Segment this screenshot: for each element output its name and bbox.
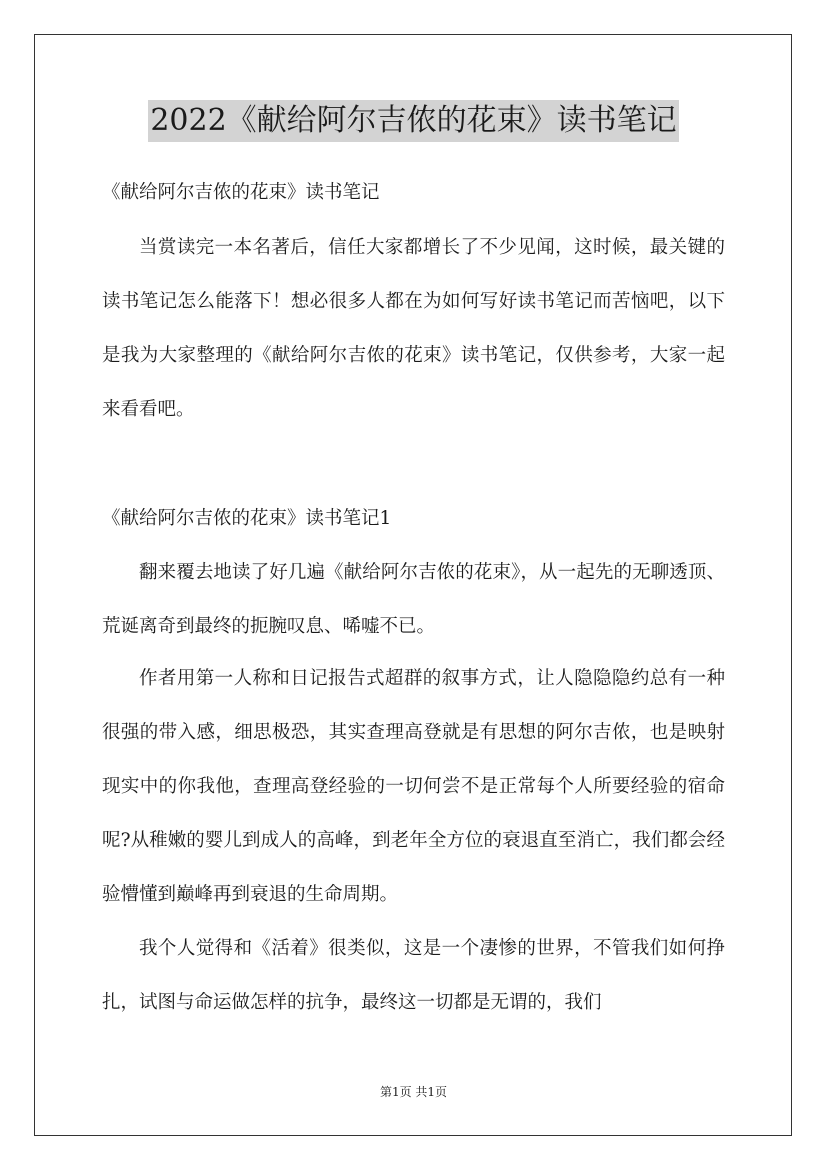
document-subtitle: 《献给阿尔吉侬的花束》读书笔记 [102,182,380,203]
title-container [0,100,827,142]
document-title: 2022《献给阿尔吉侬的花束》读书笔记 [148,100,678,142]
body-paragraph: 翻来覆去地读了好几遍《献给阿尔吉侬的花束》，从一起先的无聊透顶、荒诞离奇到最终的扼腕叹息、唏嘘不已。 [102,562,725,637]
page-footer: 第1页 共1页 [379,1085,448,1099]
section-heading: 《献给阿尔吉侬的花束》读书笔记1 [102,508,392,529]
body-paragraph: 我个人觉得和《活着》很类似，这是一个凄惨的世界，不管我们如何挣扎，试图与命运做怎样的抗争，最终这一切都是无谓的，我们 [102,938,725,1013]
body-paragraph: 作者用第一人称和日记报告式超群的叙事方式，让人隐隐隐约总有一种很强的带入感，细思极恐，其实查理高登就是有思想的阿尔吉侬，也是映射现实中的你我他，查理高登经验的一切何尝不是正常每个人所要经验的宿命呢?从稚嫩的婴儿到成人的高峰，到老年全方位的衰退直至消亡，我们都会经验懵懂到巅峰再到衰退的生命周期。 [102,668,725,905]
intro-paragraph: 当赏读完一本名著后，信任大家都增长了不少见闻，这时候，最关键的读书笔记怎么能落下！想必很多人都在为如何写好读书笔记而苦恼吧，以下是我为大家整理的《献给阿尔吉侬的花束》读书笔记，仅供参考，大家一起来看看吧。 [102,237,725,420]
